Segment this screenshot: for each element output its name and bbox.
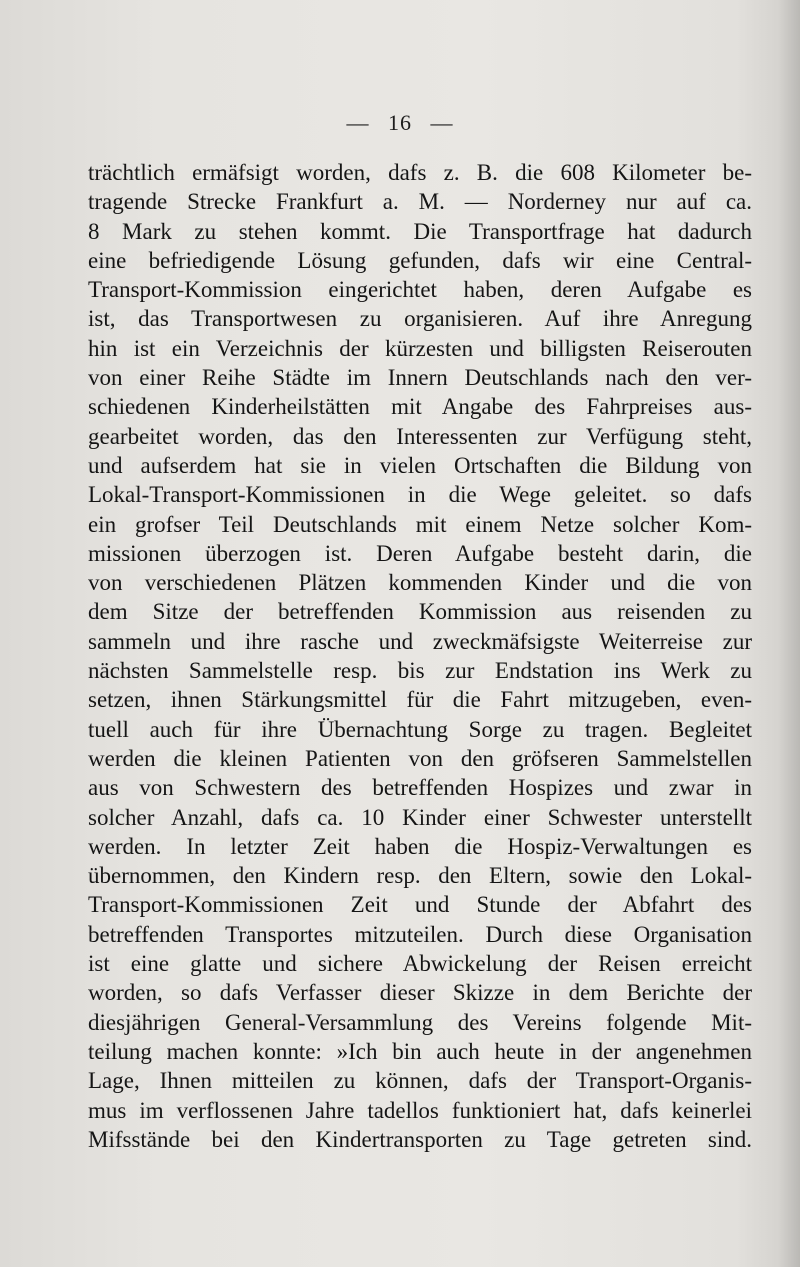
page-number-dash-left: — — [346, 110, 370, 135]
text-line: gearbeitet worden, das den Interessenten zur Verfügung steht, — [88, 423, 752, 449]
text-line: Lokal-Transport-Kommissionen in die Wege geleitet. so dafs — [88, 482, 752, 508]
text-line: trächtlich ermäfsigt worden, dafs z. B. die 608 Kilometer be- — [88, 160, 752, 185]
text-line: missionen überzogen ist. Deren Aufgabe besteht darin, die — [88, 540, 752, 566]
text-line: werden die kleinen Patienten von den gröfseren Sammelstellen — [88, 745, 752, 771]
text-line: ein grofser Teil Deutschlands mit einem Netze solcher Kom- — [88, 511, 752, 537]
text-line: sammeln und ihre rasche und zweckmäfsigste Weiterreise zur — [88, 628, 752, 654]
text-line: teilung machen konnte: »Ich bin auch heute in der angenehmen — [88, 1038, 752, 1064]
text-line: mus im verflossenen Jahre tadellos funktioniert hat, dafs keinerlei — [88, 1097, 752, 1123]
page-number: 16 — [388, 110, 412, 135]
text-line: Mifsstände bei den Kindertransporten zu Tage getreten sind. — [88, 1126, 752, 1152]
text-line: Lage, Ihnen mitteilen zu können, dafs der Transport-Organis- — [88, 1068, 752, 1094]
text-line: und aufserdem hat sie in vielen Ortschaften die Bildung von — [88, 452, 752, 478]
text-line: hin ist ein Verzeichnis der kürzesten und billigsten Reiserouten — [88, 335, 752, 361]
text-line: tuell auch für ihre Übernachtung Sorge zu tragen. Begleitet — [88, 716, 752, 742]
text-line: tragende Strecke Frankfurt a. M. — Norderney nur auf ca. — [88, 189, 752, 215]
text-line: Transport-Kommissionen Zeit und Stunde der Abfahrt des — [88, 892, 752, 918]
page-number-header — [0, 110, 800, 136]
text-line: worden, so dafs Verfasser dieser Skizze in dem Berichte der — [88, 980, 752, 1006]
text-line: eine befriedigende Lösung gefunden, dafs wir eine Central- — [88, 247, 752, 273]
page-number-dash-right: — — [430, 110, 454, 135]
text-line: schiedenen Kinderheilstätten mit Angabe des Fahrpreises aus- — [88, 394, 752, 420]
text-line: betreffenden Transportes mitzuteilen. Durch diese Organisation — [88, 921, 752, 947]
text-line: diesjährigen General-Versammlung des Vereins folgende Mit- — [88, 1009, 752, 1035]
text-line: übernommen, den Kindern resp. den Eltern, sowie den Lokal- — [88, 863, 752, 889]
text-line: aus von Schwestern des betreffenden Hospizes und zwar in — [88, 775, 752, 801]
text-line: nächsten Sammelstelle resp. bis zur Endstation ins Werk zu — [88, 658, 752, 684]
text-line: Transport-Kommission eingerichtet haben, deren Aufgabe es — [88, 277, 752, 303]
text-line: 8 Mark zu stehen kommt. Die Transportfrage hat dadurch — [88, 218, 752, 244]
text-line: solcher Anzahl, dafs ca. 10 Kinder einer Schwester unterstellt — [88, 804, 752, 830]
text-line: ist eine glatte und sichere Abwickelung der Reisen erreicht — [88, 951, 752, 977]
text-line: werden. In letzter Zeit haben die Hospiz-Verwaltungen es — [88, 833, 752, 859]
text-line: setzen, ihnen Stärkungsmittel für die Fahrt mitzugeben, even- — [88, 687, 752, 713]
page-edge-shadow — [778, 0, 800, 1267]
text-line: ist, das Transportwesen zu organisieren. Auf ihre Anregung — [88, 306, 752, 332]
text-line: von verschiedenen Plätzen kommenden Kinder und die von — [88, 570, 752, 596]
body-text — [88, 158, 752, 1154]
text-line: von einer Reihe Städte im Innern Deutschlands nach den ver- — [88, 365, 752, 391]
text-line: dem Sitze der betreffenden Kommission aus reisenden zu — [88, 599, 752, 625]
